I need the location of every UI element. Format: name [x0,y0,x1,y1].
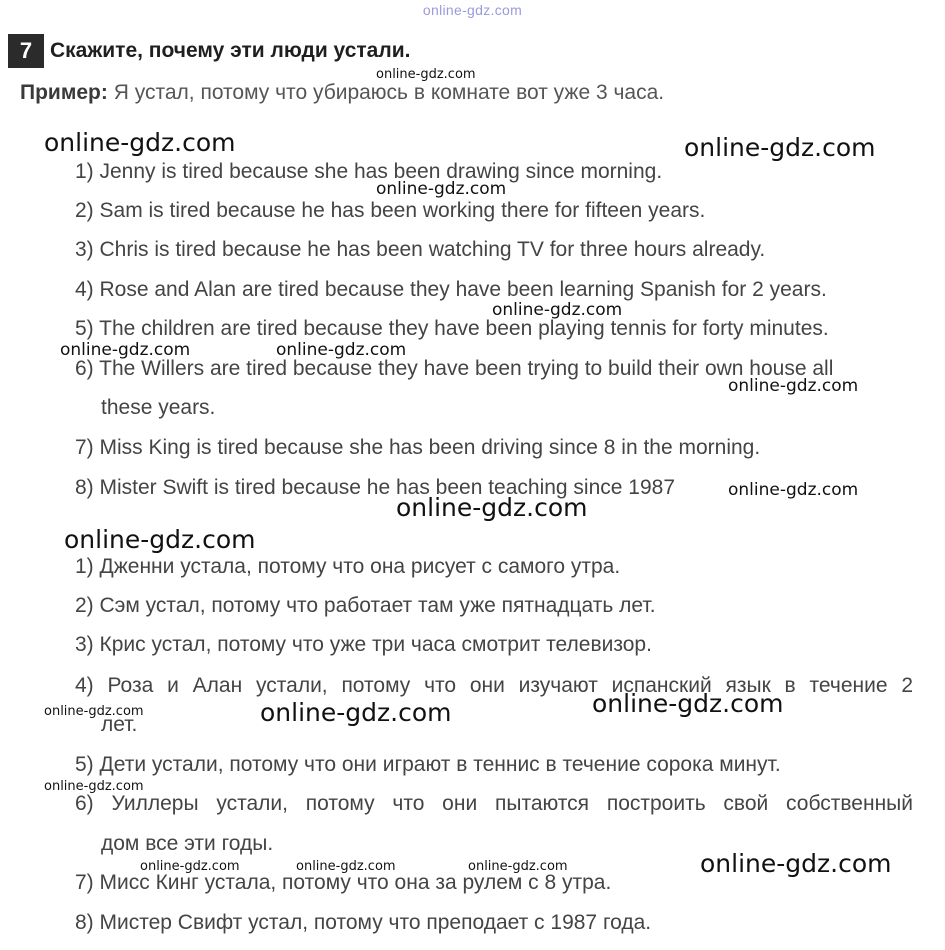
watermark: online-gdz.com [64,525,256,554]
exercise-number-badge: 7 [8,34,44,68]
watermark: online-gdz.com [140,859,240,874]
russian-answer-5: 5) Дети устали, потому что они играют в теннис в течение сорока минут. [75,753,781,776]
watermark: online-gdz.com [376,67,476,82]
russian-answer-6: 6) Уиллеры устали, потому что они пытаются построить свой собственный [75,792,913,815]
english-answer-7: 7) Miss King is tired because she has been driving since 8 in the morning. [75,436,761,459]
russian-answer-3: 3) Крис устал, потому что уже три часа смотрит телевизор. [75,633,652,656]
english-answer-3: 3) Chris is tired because he has been watching TV for three hours already. [75,238,766,261]
russian-answer-7: 7) Мисс Кинг устала, потому что она за рулем с 8 утра. [75,871,612,894]
watermark: online-gdz.com [396,493,588,522]
english-answer-8: 8) Mister Swift is tired because he has been teaching since 1987 [75,476,676,499]
watermark: online-gdz.com [376,179,507,199]
watermark: online-gdz.com [60,340,191,360]
english-answer-4: 4) Rose and Alan are tired because they have been learning Spanish for 2 years. [75,278,827,301]
example-label: Пример: [20,81,108,104]
russian-answer-8: 8) Мистер Свифт устал, потому что преподает с 1987 года. [75,911,652,934]
russian-answer-4-continuation: лет. [101,713,138,736]
watermark: online-gdz.com [684,133,876,162]
watermark: online-gdz.com [728,376,859,396]
english-answer-6: 6) The Willers are tired because they have been trying to build their own house all [75,357,834,380]
watermark: online-gdz.com [468,859,568,874]
exercise-title: Скажите, почему эти люди устали. [50,39,411,62]
watermark: online-gdz.com [260,698,452,727]
example-line [20,81,664,105]
russian-answer-6-continuation: дом все эти годы. [101,832,274,855]
watermark: online-gdz.com [700,849,892,878]
watermark: online-gdz.com [44,779,144,794]
watermark: online-gdz.com [592,689,784,718]
english-answer-2: 2) Sam is tired because he has been working there for fifteen years. [75,199,706,222]
site-header-watermark: online-gdz.com [422,2,523,18]
watermark: online-gdz.com [276,340,407,360]
watermark: online-gdz.com [492,300,623,320]
russian-answer-4: 4) Роза и Алан устали, потому что они изучают испанский язык в течение 2 [75,674,913,697]
watermark: online-gdz.com [44,704,144,719]
english-answer-6-continuation: these years. [101,396,216,419]
russian-answer-2: 2) Сэм устал, потому что работает там уже пятнадцать лет. [75,594,656,617]
watermark: online-gdz.com [728,480,859,500]
english-answer-1: 1) Jenny is tired because she has been drawing since morning. [75,160,663,183]
russian-answer-1: 1) Дженни устала, потому что она рисует с самого утра. [75,555,621,578]
watermark: online-gdz.com [296,859,396,874]
example-text: Я устал, потому что убираюсь в комнате вот уже 3 часа. [107,81,665,104]
english-answer-5: 5) The children are tired because they have been playing tennis for forty minutes. [75,317,829,340]
watermark: online-gdz.com [44,128,236,157]
